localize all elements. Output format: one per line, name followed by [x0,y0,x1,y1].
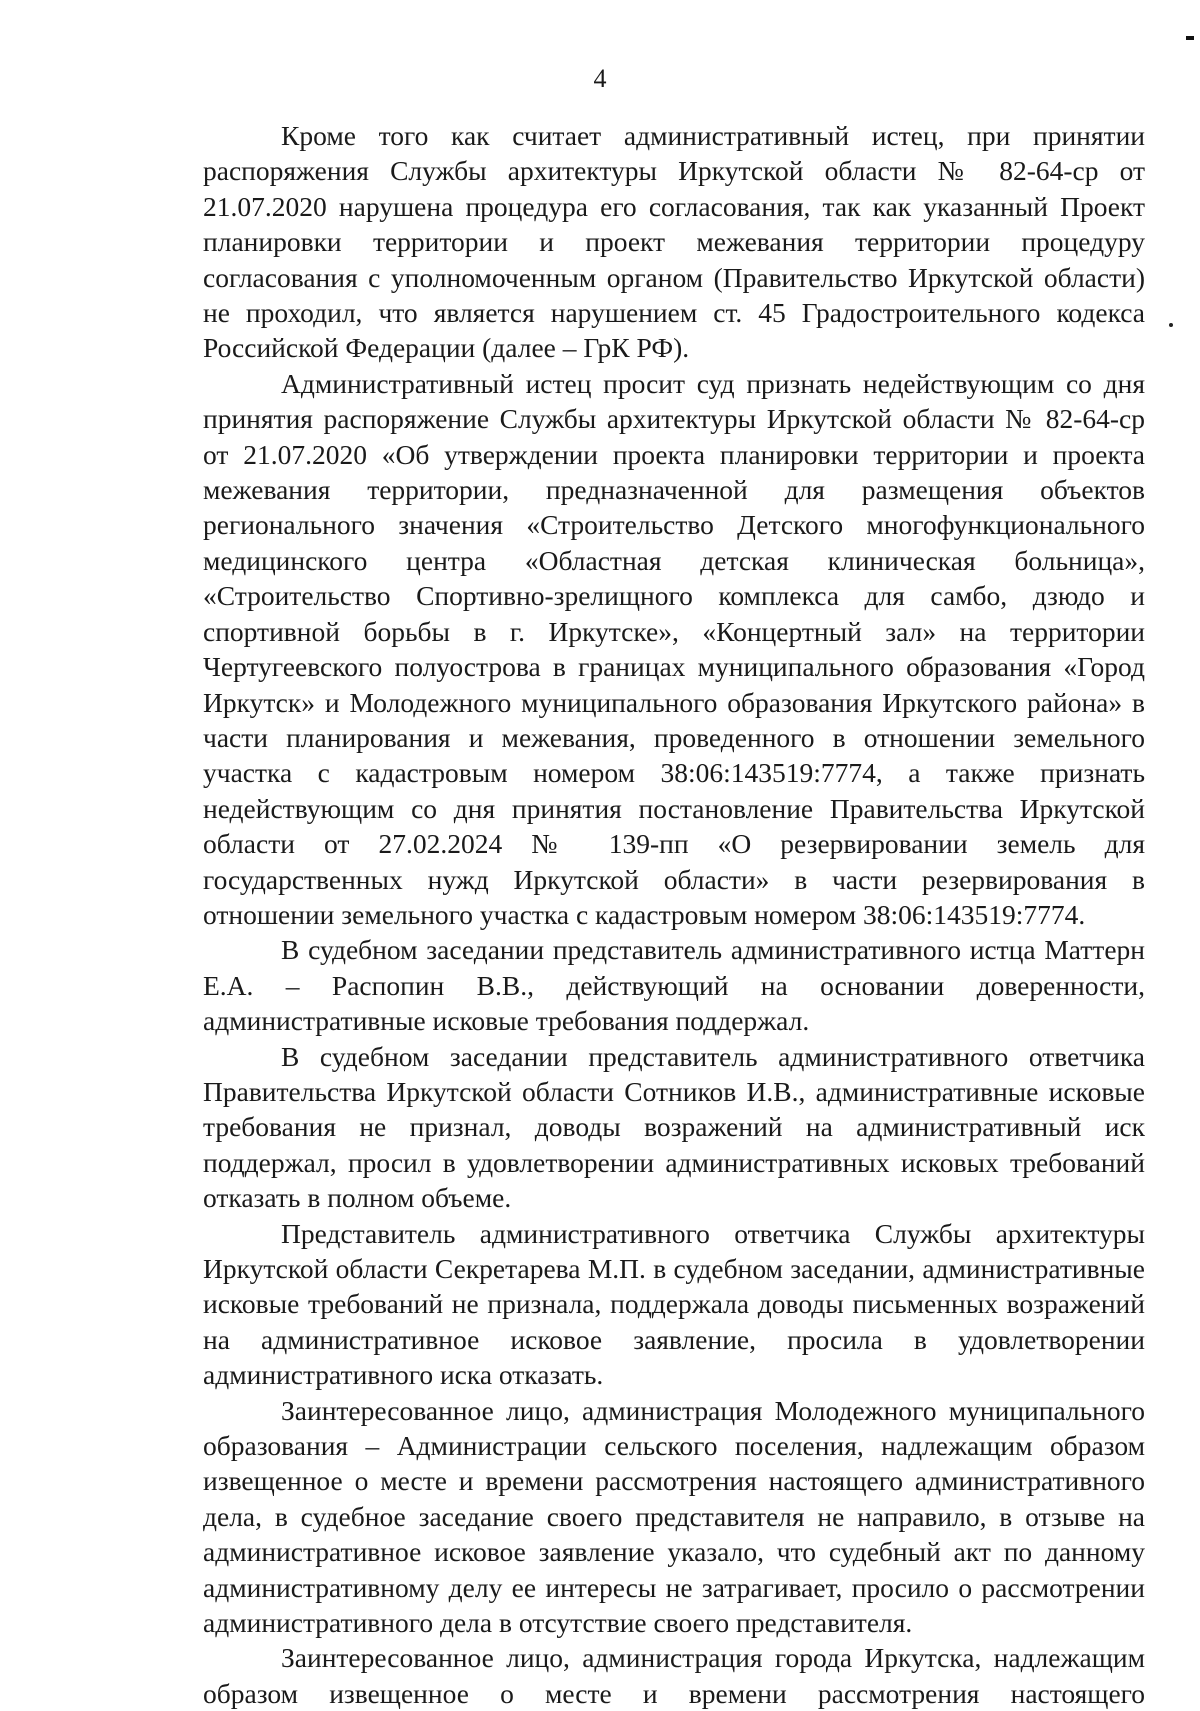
document-body [203,118,1145,1711]
scan-mark [1186,36,1194,40]
paragraph: Представитель административного ответчика Службы архитектуры Иркутской области Секретарева М.П. в судебном заседании, административные исковые требований не признала, поддержала доводы письменных возражений на административное исковое заявление, просила в удовлетворении административного иска отказать. [203,1217,1145,1391]
paragraph: В судебном заседании представитель административного ответчика Правительства Иркутской области Сотников И.В., административные исковые требования не признал, доводы возражений на административный иск поддержал, просил в удовлетворении административных исковых требований отказать в полном объеме. [203,1040,1145,1214]
paragraph: Заинтересованное лицо, администрация Молодежного муниципального образования – Администрации сельского поселения, надлежащим образом извещенное о месте и времени рассмотрения настоящего административного дела, в судебное заседание своего представителя не направило, в отзыве на административное исковое заявление указало, что судебный акт по данному административному делу ее интересы не затрагивает, просило о рассмотрении административного дела в отсутствие своего представителя. [203,1394,1145,1639]
page-number: 4 [593,64,607,93]
scan-dot [1169,323,1173,327]
paragraph: В судебном заседании представитель административного истца Маттерн Е.А. – Распопин В.В., действующий на основании доверенности, административные исковые требования поддержал. [203,934,1145,1037]
paragraph: Административный истец просит суд признать недействующим со дня принятия распоряжение Службы архитектуры Иркутской области № 82-64-ср от 21.07.2020 «Об утверждении проекта планировки территории и проекта межевания территории, предназначенной для размещения объектов регионального значения «Строительство Детского многофункционального медицинского центра «Областная детская клиническая больница», «Строительство Спортивно-зрелищного комплекса для самбо, дзюдо и спортивной борьбы в г. Иркутске», «Концертный зал» на территории Чертугеевского полуострова в границах муниципального образования «Город Иркутск» и Молодежного муниципального образования Иркутского района» в части планирования и межевания, проведенного в отношении земельного участка с кадастровым номером 38:06:143519:7774, а также признать недействующим со дня принятия постановление Правительства Иркутской области от 27.02.2024 № 139-пп «О резервировании земель для государственных нужд Иркутской области» в части резервирования в отношении земельного участка с кадастровым номером 38:06:143519:7774. [203,367,1145,930]
paragraph: Кроме того как считает административный истец, при принятии распоряжения Службы архитектуры Иркутской области № 82-64-ср от 21.07.2020 нарушена процедура его согласования, так как указанный Проект планировки территории и проект межевания территории процедуру согласования с уполномоченным органом (Правительство Иркутской области) не проходил, что является нарушением ст. 45 Градостроительного кодекса Российской Федерации (далее – ГрК РФ). [203,120,1145,364]
paragraph: Заинтересованное лицо, администрация города Иркутска, надлежащим образом извещенное о месте и времени рассмотрения настоящего [203,1642,1145,1709]
